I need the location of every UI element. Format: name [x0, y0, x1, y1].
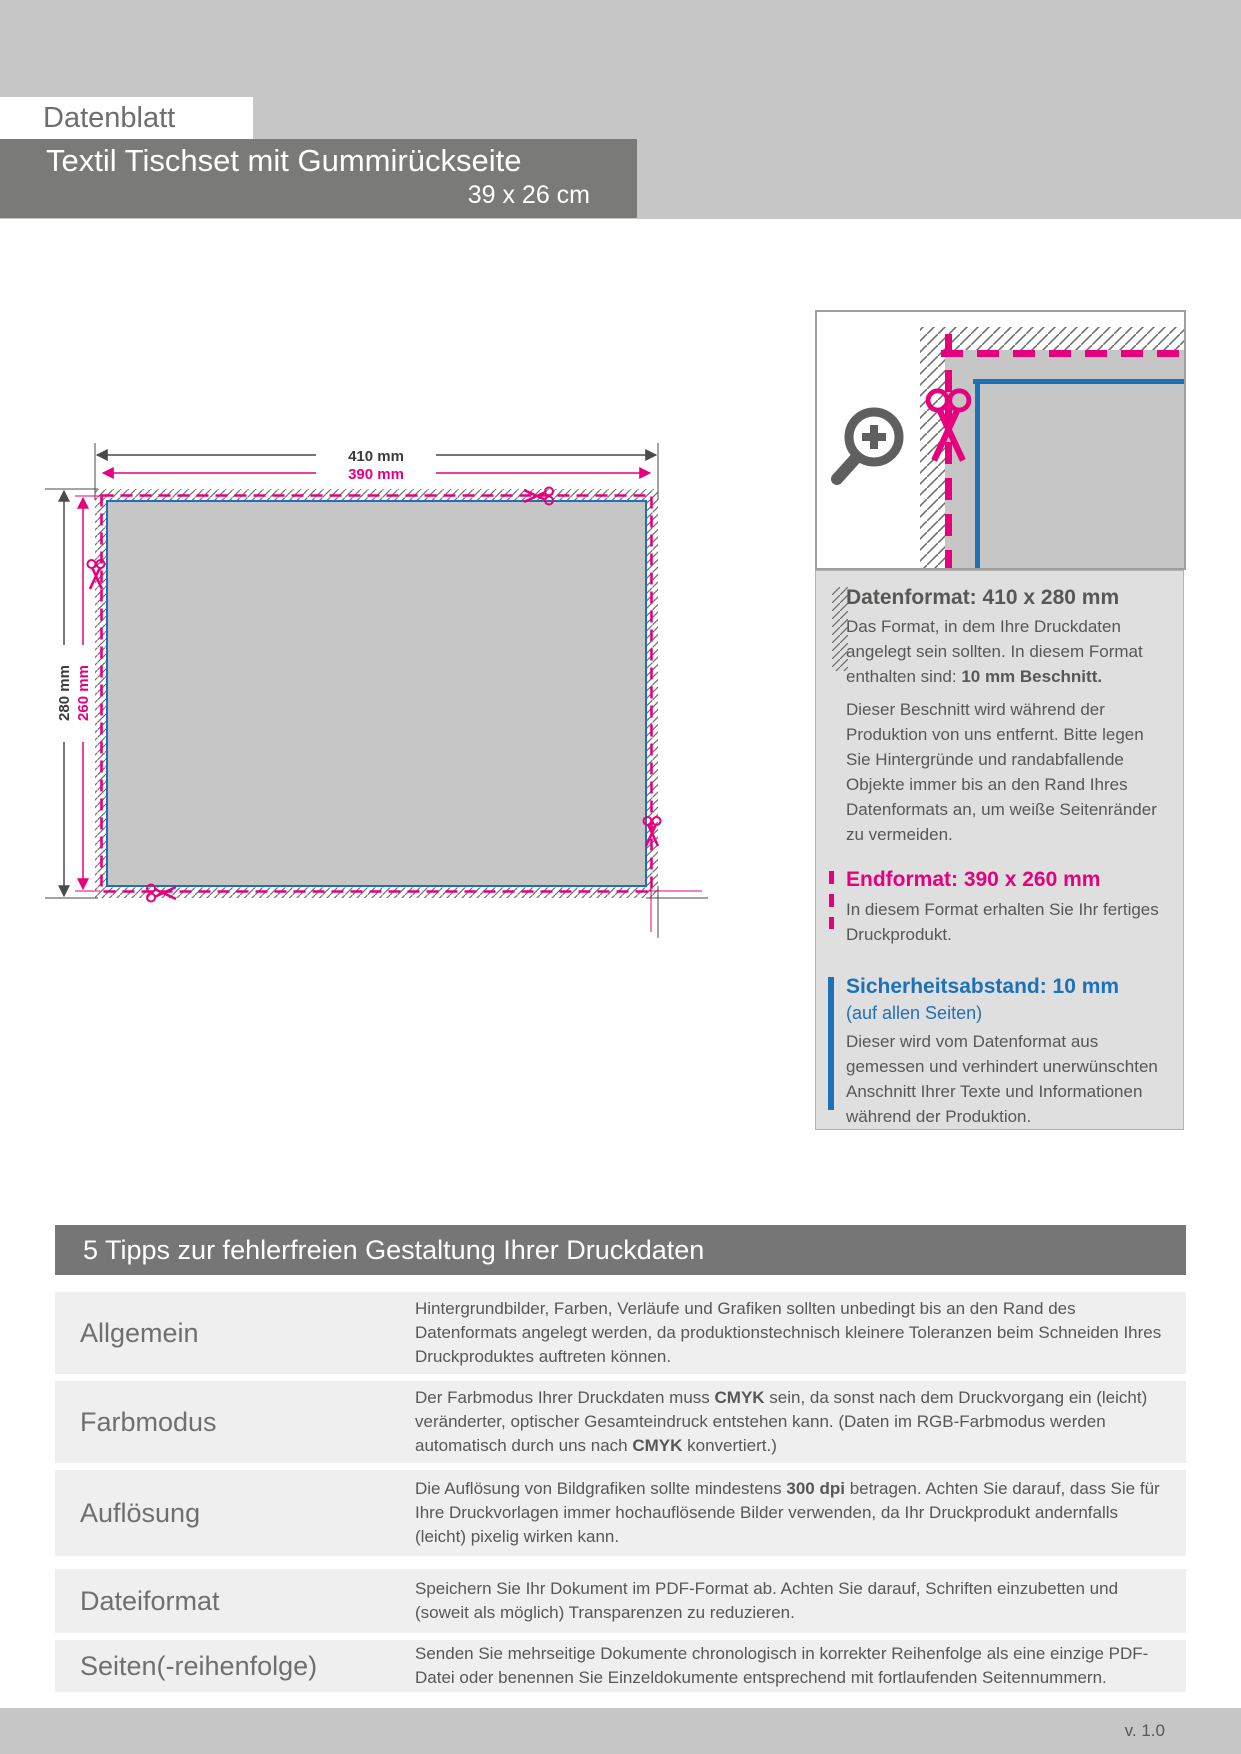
cut-line-swatch [829, 871, 834, 929]
tip-label: Auflösung [80, 1497, 201, 1528]
tip-row-farbmodus [55, 1381, 1186, 1463]
dimension-height-outer [56, 491, 73, 896]
datenformat-note: Dieser Beschnitt wird während der Produktion von uns entfernt. Bitte legen Sie Hintergründe und randabfallende Objekte immer bis an den Rand Ihres Datenformats an, um weiße Seitenränder zu vermeiden. [846, 700, 1157, 844]
tip-text: Speichern Sie Ihr Dokument im PDF-Format ab. Achten Sie darauf, Schriften einzubetten und (soweit als möglich) Transparenzen zu reduzieren. [415, 1579, 1119, 1622]
dimension-width-inner [103, 466, 650, 483]
dim-height-outer-label: 280 mm [56, 665, 73, 721]
format-info-panel [815, 570, 1184, 1130]
format-diagram [0, 430, 740, 975]
tip-label: Seiten(-reihenfolge) [80, 1650, 318, 1681]
product-title: Textil Tischset mit Gummirückseite [46, 143, 522, 178]
endformat-body: In diesem Format erhalten Sie Ihr fertiges Druckprodukt. [846, 900, 1159, 944]
corner-detail-graphic [817, 312, 1184, 568]
tip-text: Die Auflösung von Bildgrafiken sollte mindestens 300 dpi betragen. Achten Sie darauf, dass Sie für Ihre Druckvorlagen immer hochauflösende Bilder verwenden, da Ihr Druckprodukt andernfalls (leicht) pixelig wirken kann. [415, 1479, 1160, 1546]
tip-label: Dateiformat [80, 1585, 220, 1616]
magnifier-plus-icon [837, 412, 899, 479]
product-size: 39 x 26 cm [467, 181, 590, 209]
dim-width-inner-label: 390 mm [348, 466, 404, 483]
sicherheitsabstand-heading: Sicherheitsabstand: 10 mm [846, 975, 1120, 998]
version-label: v. 1.0 [1124, 1721, 1165, 1740]
dim-width-outer-label: 410 mm [348, 448, 404, 465]
sicherheitsabstand-body: Dieser wird vom Datenformat aus gemessen und verhindert unerwünschten Anschnitt Ihrer Texte und Informationen während der Produktion. [846, 1032, 1158, 1126]
tips-heading: 5 Tipps zur fehlerfreien Gestaltung Ihrer Druckdaten [83, 1235, 705, 1265]
safety-line-swatch [828, 977, 834, 1110]
tip-row-allgemein [55, 1292, 1186, 1374]
sicherheitsabstand-subheading: (auf allen Seiten) [846, 1003, 983, 1023]
dim-height-inner-label: 260 mm [75, 665, 92, 721]
datenformat-body: Das Format, in dem Ihre Druckdaten angelegt sein sollten. In diesem Format enthalten sind: 10 mm Beschnitt. [846, 617, 1143, 686]
tip-text: Der Farbmodus Ihrer Druckdaten muss CMYK sein, da sonst nach dem Druckvorgang ein (leicht) veränderter, optischer Gesamteindruck entstehen kann. (Daten im RGB-Farbmodus werden automatisch durch uns nach CMYK konvertiert.) [415, 1388, 1148, 1455]
doc-label: Datenblatt [43, 102, 176, 134]
footer-bar [0, 1708, 1241, 1754]
dimension-height-inner [75, 498, 92, 889]
tips-heading-banner [55, 1225, 1186, 1275]
title-banner [0, 139, 637, 218]
tip-text: Senden Sie mehrseitige Dokumente chronologisch in korrekter Reihenfolge als eine einzige PDF-Datei oder benennen Sie Einzeldokumente entsprechend mit fortlaufenden Seitennummern. [415, 1644, 1149, 1687]
content-area [107, 501, 646, 886]
doc-label-box [0, 97, 253, 139]
tip-label: Farbmodus [80, 1406, 217, 1437]
corner-detail-box [815, 310, 1186, 570]
tip-text: Hintergrundbilder, Farben, Verläufe und Grafiken sollten unbedingt bis an den Rand des Datenformats angelegt werden, da produktionstechnisch kleinere Toleranzen beim Schneiden Ihres Druckproduktes auftreten können. [415, 1299, 1162, 1366]
tip-row-seitenreihenfolge [55, 1640, 1186, 1692]
tip-row-dateiformat [55, 1569, 1186, 1633]
dimension-width-outer [97, 448, 656, 465]
endformat-heading: Endformat: 390 x 260 mm [846, 868, 1101, 891]
tip-row-aufloesung [55, 1470, 1186, 1556]
tip-label: Allgemein [80, 1317, 199, 1348]
datenformat-heading: Datenformat: 410 x 280 mm [846, 586, 1120, 609]
